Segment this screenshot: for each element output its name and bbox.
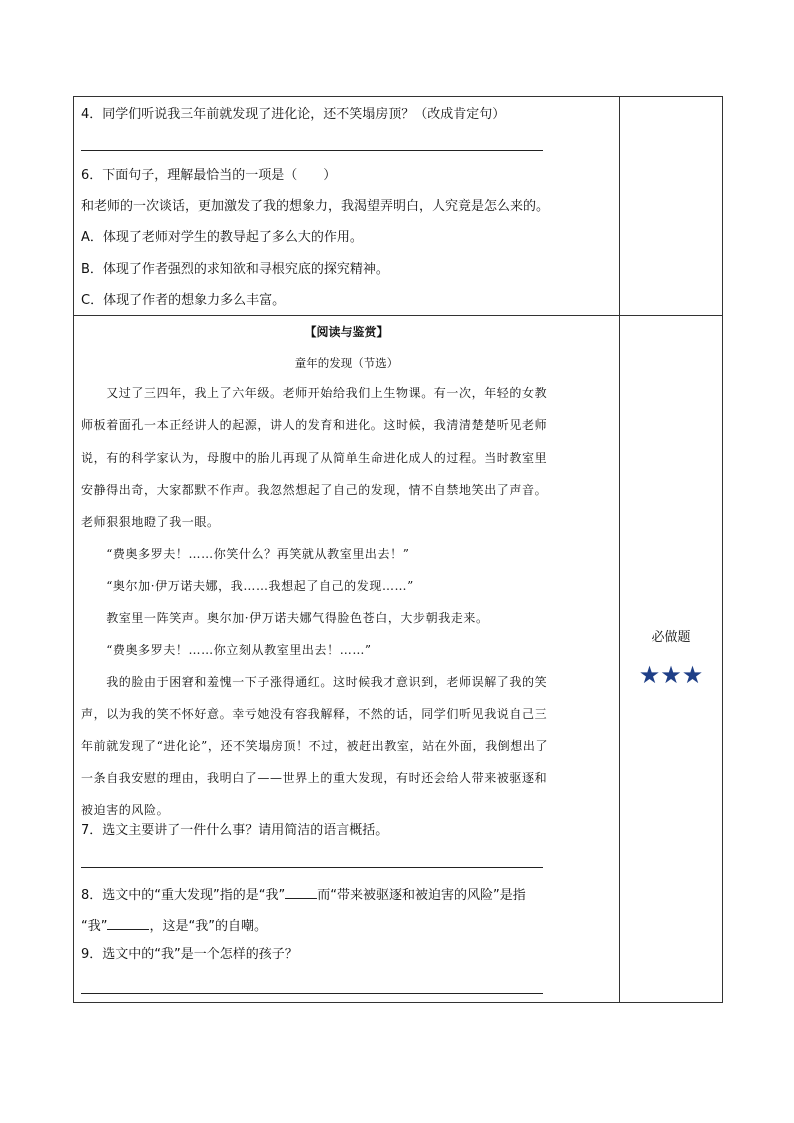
passage-line: 声，以为我的笑不怀好意。幸亏她没有容我解释，不然的话，同学们听见我说自己三: [81, 707, 548, 721]
passage-title: 童年的发现（节选）: [294, 356, 399, 370]
side-cell-bottom: [620, 316, 723, 1003]
question-9: 9．选文中的“我”是一个怎样的孩子？: [81, 947, 298, 962]
table-row-questions: [74, 97, 723, 316]
q8-part1: 8．选文中的“重大发现”指的是“我”: [81, 888, 286, 903]
answer-line-q9[interactable]: [81, 993, 543, 994]
q8-part2: 而“带来被驱逐和被迫害的风险”是指: [317, 888, 526, 903]
passage-line: 我的脸由于困窘和羞愧一下子涨得通红。这时候我才意识到，老师误解了我的笑: [81, 675, 548, 689]
passage-line: “费奥多罗夫！……你立刻从教室里出去！……”: [81, 643, 372, 657]
option-b[interactable]: B．体现了作者强烈的求知欲和寻根究底的探究精神。: [81, 262, 389, 277]
passage-line: 安静得出奇，大家都默不作声。我忽然想起了自己的发现，情不自禁地笑出了声音。: [81, 483, 548, 497]
answer-line-q7[interactable]: [81, 867, 543, 868]
passage-line: 老师狠狠地瞪了我一眼。: [81, 515, 220, 529]
reading-cell: [74, 316, 620, 1003]
question-4: 4．同学们听说我三年前就发现了进化论，还不笑塌房顶？（改成肯定句）: [81, 107, 506, 122]
passage-line: 年前就发现了“进化论”，还不笑塌房顶！不过，被赶出教室，站在外面，我倒想出了: [81, 739, 549, 753]
q8-line2-start: “我”: [81, 919, 108, 934]
questions-cell: [74, 97, 620, 316]
passage-line: “费奥多罗夫！……你笑什么？再笑就从教室里出去！”: [81, 547, 410, 561]
table-row-reading: [74, 316, 723, 1003]
passage-line: 一条自我安慰的理由，我明白了——世界上的重大发现，有时还会给人带来被驱逐和: [81, 771, 548, 785]
passage-line: “奥尔加·伊万诺夫娜，我……我想起了自己的发现……”: [81, 579, 414, 593]
passage-line: 师板着面孔一本正经讲人的起源，讲人的发育和进化。这时候，我清清楚楚听见老师: [81, 418, 548, 432]
passage-line: 又过了三四年，我上了六年级。老师开始给我们上生物课。有一次，年轻的女教: [81, 386, 548, 400]
q8-line2-end: ，这是“我”的自嘲。: [149, 919, 267, 934]
passage-line: 被迫害的风险。: [81, 803, 170, 817]
passage-line: 说，有的科学家认为，母腹中的胎儿再现了从简单生命进化成人的过程。当时教室里: [81, 451, 548, 465]
question-6-sentence: 和老师的一次谈话，更加激发了我的想象力，我渴望弄明白，人究竟是怎么来的。: [81, 199, 550, 214]
question-7: 7．选文主要讲了一件什么事？请用简洁的语言概括。: [81, 823, 389, 838]
answer-blank-q8-a[interactable]: [285, 884, 317, 899]
worksheet-table: [73, 96, 723, 1003]
section-title: 【阅读与鉴赏】: [304, 325, 389, 339]
passage-line: 教室里一阵笑声。奥尔加·伊万诺夫娜气得脸色苍白，大步朝我走来。: [81, 611, 489, 625]
required-label: 必做题: [651, 630, 691, 645]
question-6-stem: 6．下面句子，理解最恰当的一项是（ ）: [81, 168, 337, 183]
question-8-line1: [81, 884, 526, 905]
answer-line-q4[interactable]: [81, 150, 543, 151]
star-rating: [620, 662, 722, 688]
question-8-line2: [81, 915, 267, 936]
option-c[interactable]: C．体现了作者的想象力多么丰富。: [81, 293, 286, 308]
answer-blank-q8-b[interactable]: [107, 915, 149, 930]
side-cell-top: [620, 97, 723, 316]
option-a[interactable]: A．体现了老师对学生的教导起了多么大的作用。: [81, 230, 363, 245]
star-icon: ★★★: [638, 661, 704, 689]
